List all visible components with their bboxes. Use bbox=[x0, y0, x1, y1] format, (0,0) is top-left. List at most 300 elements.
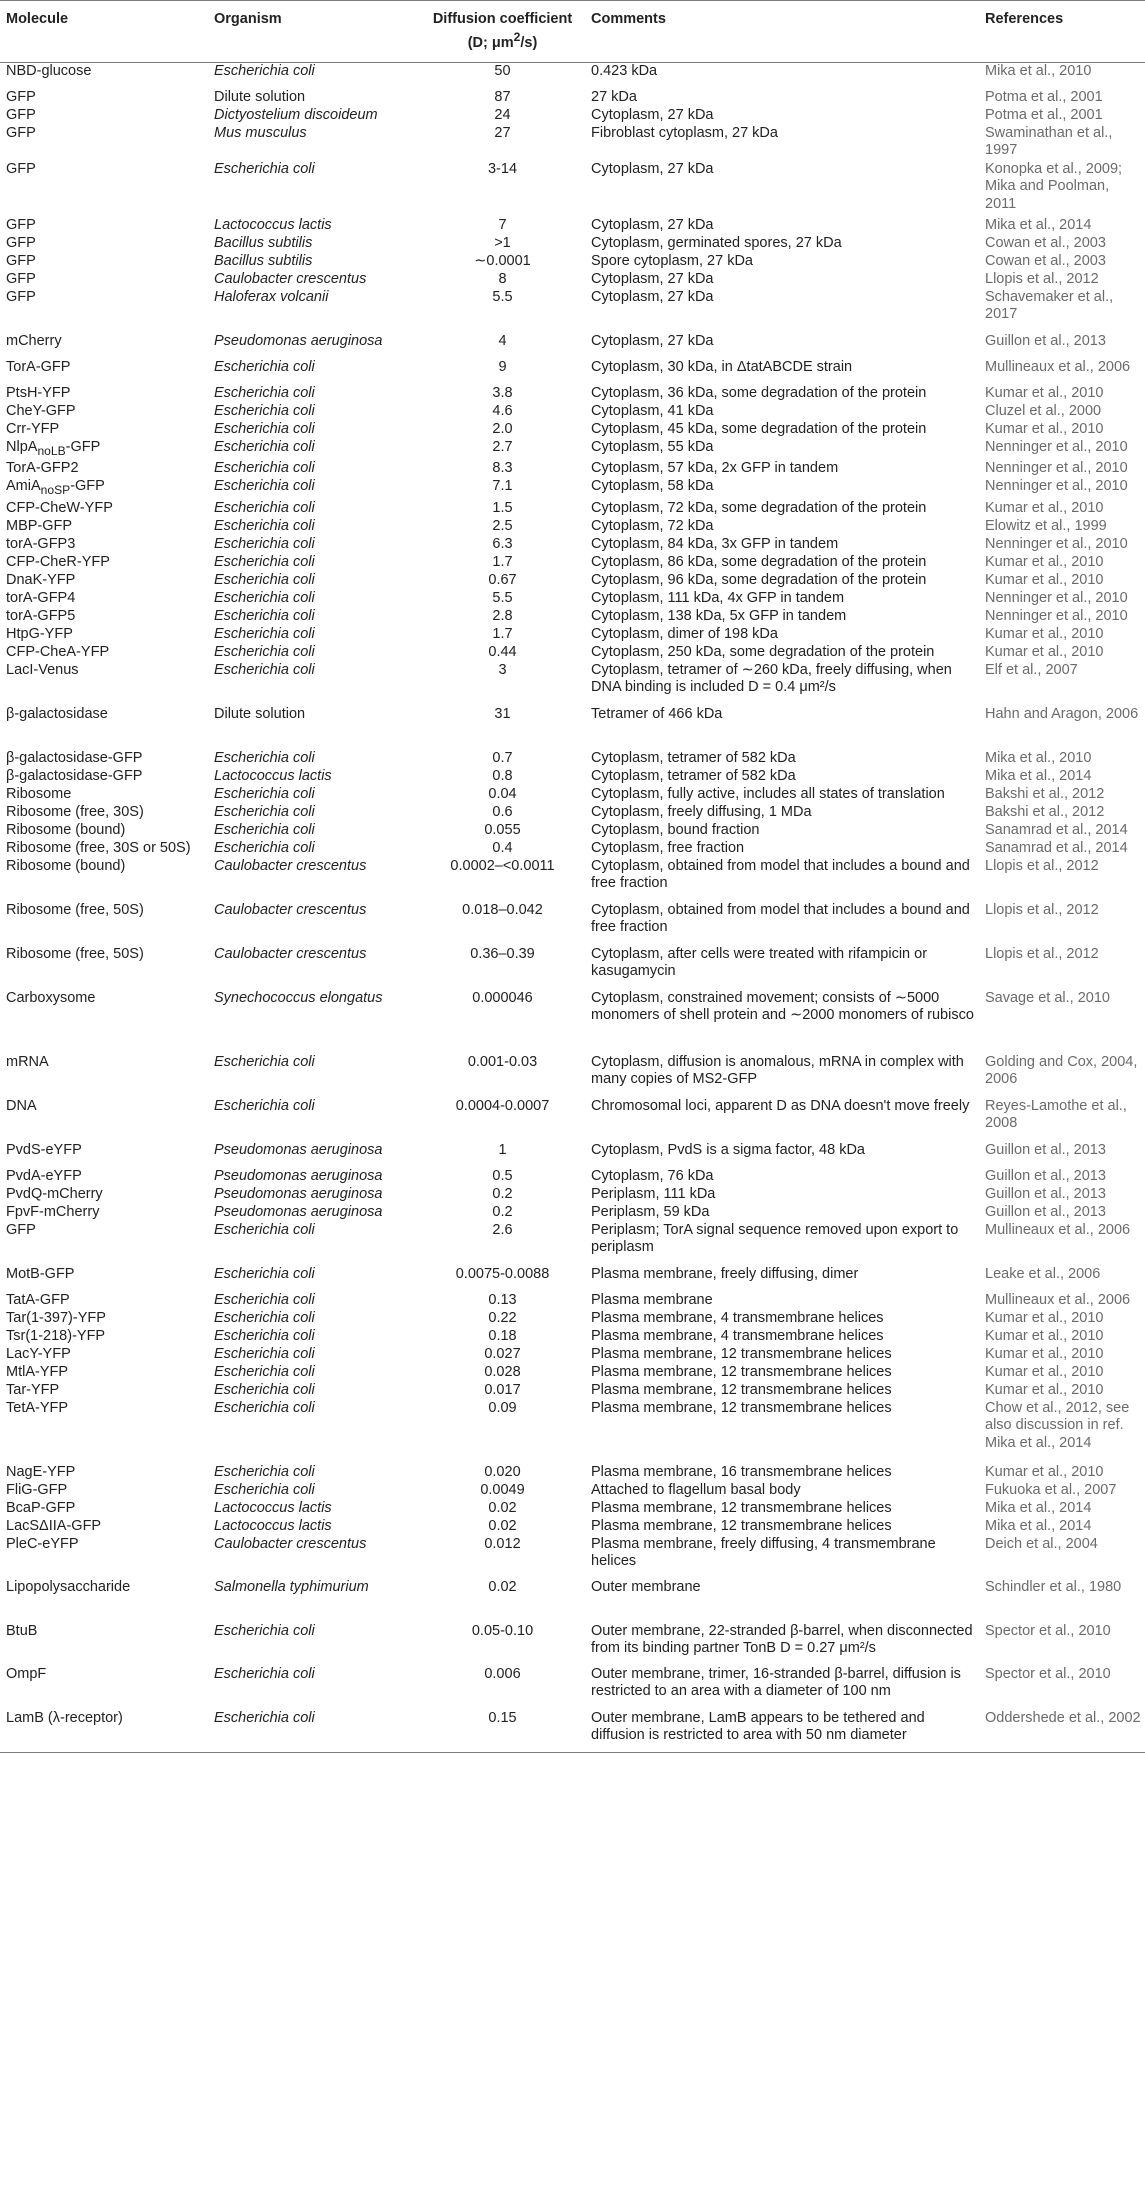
table-row bbox=[0, 518, 1145, 536]
cell-molecule bbox=[0, 938, 208, 982]
cell-molecule bbox=[0, 1328, 208, 1346]
table-row bbox=[0, 1346, 1145, 1364]
cell-reference: Hahn and Aragon, 2006 bbox=[985, 705, 1139, 722]
molecule-subscript: noSP bbox=[40, 483, 71, 498]
cell-reference: Leake et al., 2006 bbox=[985, 1265, 1101, 1282]
cell-organism: Caulobacter crescentus bbox=[214, 1535, 367, 1552]
table-row bbox=[0, 1046, 1145, 1090]
cell-reference: Fukuoka et al., 2007 bbox=[985, 1481, 1117, 1498]
header-diffusion bbox=[418, 1, 585, 63]
table-row bbox=[0, 822, 1145, 840]
cell-diffusion: 0.02 bbox=[488, 1499, 517, 1516]
cell-organism: Caulobacter crescentus bbox=[214, 901, 367, 918]
cell-organism: Escherichia coli bbox=[214, 643, 315, 660]
cell-molecule bbox=[0, 1571, 208, 1615]
cell-reference: Mika et al., 2014 bbox=[985, 216, 1092, 233]
table-row bbox=[0, 554, 1145, 572]
cell-molecule bbox=[0, 626, 208, 644]
cell-organism: Escherichia coli bbox=[214, 1665, 315, 1682]
cell-diffusion: 0.020 bbox=[484, 1463, 521, 1480]
cell-comment: Cytoplasm, obtained from model that includes a bound and free fraction bbox=[591, 901, 970, 936]
cell-reference: Spector et al., 2010 bbox=[985, 1665, 1111, 1682]
cell-molecule bbox=[0, 351, 208, 377]
molecule-text: torA-GFP3 bbox=[6, 535, 76, 552]
molecule-text: CFP-CheW-YFP bbox=[6, 499, 113, 516]
table-row bbox=[0, 500, 1145, 518]
cell-reference: Cowan et al., 2003 bbox=[985, 234, 1106, 251]
molecule-text: PvdQ-mCherry bbox=[6, 1185, 103, 1202]
cell-organism: Escherichia coli bbox=[214, 1265, 315, 1282]
molecule-text: torA-GFP4 bbox=[6, 589, 76, 606]
cell-reference: Guillon et al., 2013 bbox=[985, 1203, 1106, 1220]
cell-diffusion: 0.2 bbox=[492, 1203, 513, 1220]
cell-organism: Escherichia coli bbox=[214, 1309, 315, 1326]
cell-reference: Kumar et al., 2010 bbox=[985, 643, 1104, 660]
cell-comment: Cytoplasm, dimer of 198 kDa bbox=[591, 625, 778, 642]
cell-organism: Escherichia coli bbox=[214, 1622, 315, 1639]
molecule-text: DNA bbox=[6, 1097, 37, 1114]
table-row bbox=[0, 1400, 1145, 1456]
cell-organism: Escherichia coli bbox=[214, 785, 315, 802]
cell-comment: Cytoplasm, 58 kDa bbox=[591, 478, 714, 495]
cell-reference: Bakshi et al., 2012 bbox=[985, 785, 1105, 802]
molecule-text: PleC-eYFP bbox=[6, 1535, 79, 1552]
cell-molecule bbox=[0, 742, 208, 768]
cell-reference: Reyes-Lamothe et al., 2008 bbox=[985, 1097, 1127, 1132]
molecule-text: mRNA bbox=[6, 1053, 49, 1070]
cell-diffusion: >1 bbox=[494, 234, 511, 251]
cell-organism: Lactococcus lactis bbox=[214, 1499, 332, 1516]
cell-diffusion: 0.7 bbox=[492, 749, 513, 766]
cell-diffusion: 0.001-0.03 bbox=[467, 1053, 538, 1070]
cell-organism: Mus musculus bbox=[214, 124, 307, 141]
cell-diffusion: 0.027 bbox=[484, 1345, 521, 1362]
cell-molecule bbox=[0, 1284, 208, 1310]
cell-organism: Pseudomonas aeruginosa bbox=[214, 332, 383, 349]
cell-diffusion: 31 bbox=[494, 705, 511, 722]
cell-organism: Caulobacter crescentus bbox=[214, 945, 367, 962]
table-row bbox=[0, 1310, 1145, 1328]
cell-reference: Kumar et al., 2010 bbox=[985, 553, 1104, 570]
cell-diffusion: ∼0.0001 bbox=[474, 252, 531, 269]
molecule-text: GFP bbox=[6, 1221, 36, 1238]
cell-comment: Periplasm; TorA signal sequence removed upon export to periplasm bbox=[591, 1221, 959, 1256]
cell-reference: Nenninger et al., 2010 bbox=[985, 460, 1128, 477]
cell-reference: Llopis et al., 2012 bbox=[985, 270, 1099, 287]
header-row bbox=[0, 1, 1145, 63]
cell-diffusion: 2.0 bbox=[492, 420, 513, 437]
cell-organism: Escherichia coli bbox=[214, 661, 315, 678]
cell-reference: Llopis et al., 2012 bbox=[985, 945, 1099, 962]
cell-diffusion: 4.6 bbox=[492, 402, 513, 419]
table-row bbox=[0, 572, 1145, 590]
cell-molecule bbox=[0, 662, 208, 698]
cell-molecule bbox=[0, 554, 208, 572]
table-row bbox=[0, 626, 1145, 644]
table-row bbox=[0, 325, 1145, 351]
cell-organism: Escherichia coli bbox=[214, 420, 315, 437]
cell-comment: Cytoplasm, bound fraction bbox=[591, 821, 760, 838]
cell-comment: Cytoplasm, 27 kDa bbox=[591, 270, 714, 287]
molecule-text: FliG-GFP bbox=[6, 1481, 68, 1498]
cell-comment: Cytoplasm, diffusion is anomalous, mRNA in complex with many copies of MS2-GFP bbox=[591, 1053, 964, 1088]
cell-molecule bbox=[0, 1615, 208, 1658]
molecule-text: β-galactosidase bbox=[6, 705, 108, 722]
table-row bbox=[0, 1482, 1145, 1500]
cell-reference: Cluzel et al., 2000 bbox=[985, 402, 1102, 419]
table-row bbox=[0, 1186, 1145, 1204]
table-row bbox=[0, 982, 1145, 1046]
molecule-text: BtuB bbox=[6, 1622, 38, 1639]
cell-reference: Guillon et al., 2013 bbox=[985, 332, 1106, 349]
cell-comment: Cytoplasm, 111 kDa, 4x GFP in tandem bbox=[591, 589, 845, 606]
cell-organism: Pseudomonas aeruginosa bbox=[214, 1203, 383, 1220]
cell-comment: Outer membrane, 22-stranded β-barrel, when disconnected from its binding partner TonB D = 0.27 μm²/s bbox=[591, 1622, 973, 1657]
cell-organism: Escherichia coli bbox=[214, 62, 315, 79]
molecule-text: HtpG-YFP bbox=[6, 625, 73, 642]
cell-reference: Mika et al., 2014 bbox=[985, 767, 1092, 784]
cell-reference: Mika et al., 2010 bbox=[985, 62, 1092, 79]
molecule-text: Ribosome bbox=[6, 785, 72, 802]
cell-molecule bbox=[0, 1500, 208, 1518]
table-row bbox=[0, 1456, 1145, 1482]
cell-reference: Kumar et al., 2010 bbox=[985, 1363, 1104, 1380]
cell-comment: Cytoplasm, germinated spores, 27 kDa bbox=[591, 234, 842, 251]
cell-diffusion: 3-14 bbox=[487, 160, 518, 177]
cell-reference: Deich et al., 2004 bbox=[985, 1535, 1098, 1552]
cell-organism: Escherichia coli bbox=[214, 438, 315, 455]
cell-diffusion: 0.04 bbox=[488, 785, 517, 802]
table-row bbox=[0, 742, 1145, 768]
cell-diffusion: 0.012 bbox=[484, 1535, 521, 1552]
cell-reference: Savage et al., 2010 bbox=[985, 989, 1110, 1006]
cell-molecule bbox=[0, 235, 208, 253]
cell-organism: Escherichia coli bbox=[214, 478, 315, 495]
cell-organism: Lactococcus lactis bbox=[214, 216, 332, 233]
table-row bbox=[0, 421, 1145, 439]
cell-comment: Spore cytoplasm, 27 kDa bbox=[591, 252, 753, 269]
molecule-subscript: noLB bbox=[37, 443, 66, 458]
cell-comment: Plasma membrane, 12 transmembrane helices bbox=[591, 1345, 892, 1362]
table-row bbox=[0, 1222, 1145, 1258]
molecule-text: MtlA-YFP bbox=[6, 1363, 69, 1380]
cell-diffusion: 0.2 bbox=[492, 1185, 513, 1202]
cell-comment: Cytoplasm, 86 kDa, some degradation of the protein bbox=[591, 553, 927, 570]
cell-molecule bbox=[0, 1658, 208, 1702]
table-row bbox=[0, 804, 1145, 822]
header-references: References bbox=[979, 1, 1145, 63]
cell-diffusion: 0.6 bbox=[492, 803, 513, 820]
cell-organism: Escherichia coli bbox=[214, 1381, 315, 1398]
cell-molecule bbox=[0, 1258, 208, 1284]
molecule-text: Crr-YFP bbox=[6, 420, 60, 437]
cell-comment: Cytoplasm, PvdS is a sigma factor, 48 kDa bbox=[591, 1141, 865, 1158]
cell-organism: Escherichia coli bbox=[214, 1097, 315, 1114]
cell-comment: Plasma membrane, freely diffusing, dimer bbox=[591, 1265, 859, 1282]
cell-molecule bbox=[0, 125, 208, 161]
cell-molecule bbox=[0, 377, 208, 403]
cell-molecule bbox=[0, 1090, 208, 1134]
cell-reference: Elf et al., 2007 bbox=[985, 661, 1078, 678]
cell-reference: Nenninger et al., 2010 bbox=[985, 438, 1128, 455]
cell-reference: Mika et al., 2010 bbox=[985, 749, 1092, 766]
table-row bbox=[0, 377, 1145, 403]
cell-organism: Escherichia coli bbox=[208, 1702, 418, 1753]
molecule-text: β-galactosidase-GFP bbox=[6, 767, 143, 784]
cell-molecule bbox=[0, 786, 208, 804]
cell-organism: Escherichia coli bbox=[214, 517, 315, 534]
cell-diffusion: 2.5 bbox=[492, 517, 513, 534]
cell-comment: 0.423 kDa bbox=[591, 62, 658, 79]
molecule-text: FpvF-mCherry bbox=[6, 1203, 100, 1220]
table-row bbox=[0, 235, 1145, 253]
table-row bbox=[0, 253, 1145, 271]
cell-comment: Plasma membrane, 12 transmembrane helices bbox=[591, 1499, 892, 1516]
cell-diffusion: 7 bbox=[498, 216, 507, 233]
table-row bbox=[0, 1204, 1145, 1222]
cell-molecule bbox=[0, 1046, 208, 1090]
cell-molecule bbox=[0, 1382, 208, 1400]
cell-reference: Guillon et al., 2013 bbox=[985, 1167, 1106, 1184]
molecule-text: CheY-GFP bbox=[6, 402, 76, 419]
cell-comment: Plasma membrane, 16 transmembrane helices bbox=[591, 1463, 892, 1480]
cell-organism: Escherichia coli bbox=[214, 160, 315, 177]
table-row bbox=[0, 62, 1145, 81]
table-row bbox=[0, 125, 1145, 161]
table-row bbox=[0, 217, 1145, 235]
cell-comment: Plasma membrane, 4 transmembrane helices bbox=[591, 1309, 884, 1326]
table-row bbox=[0, 1284, 1145, 1310]
cell-organism: Escherichia coli bbox=[214, 1481, 315, 1498]
header-diffusion-line2: (D; μm bbox=[467, 34, 514, 51]
cell-comment: Cytoplasm, 41 kDa bbox=[591, 402, 714, 419]
molecule-text: Lipopolysaccharide bbox=[6, 1578, 131, 1595]
cell-diffusion: 87 bbox=[494, 88, 511, 105]
molecule-text: Ribosome (free, 50S) bbox=[6, 945, 144, 962]
cell-organism: Escherichia coli bbox=[214, 1399, 315, 1416]
cell-molecule bbox=[0, 894, 208, 938]
cell-comment: Outer membrane, LamB appears to be tethered and diffusion is restricted to area with 50 nm diameter bbox=[585, 1702, 979, 1753]
cell-molecule bbox=[0, 1482, 208, 1500]
table-row bbox=[0, 1090, 1145, 1134]
molecule-text: LacI-Venus bbox=[6, 661, 79, 678]
cell-molecule bbox=[0, 1222, 208, 1258]
molecule-text: NagE-YFP bbox=[6, 1463, 76, 1480]
cell-diffusion: 0.0004-0.0007 bbox=[455, 1097, 550, 1114]
cell-comment: Fibroblast cytoplasm, 27 kDa bbox=[591, 124, 778, 141]
molecule-text: PtsH-YFP bbox=[6, 384, 71, 401]
cell-comment: Cytoplasm, tetramer of 582 kDa bbox=[591, 749, 796, 766]
cell-organism: Escherichia coli bbox=[214, 499, 315, 516]
cell-comment: Cytoplasm, 27 kDa bbox=[591, 332, 714, 349]
molecule-text: PvdS-eYFP bbox=[6, 1141, 82, 1158]
cell-organism: Escherichia coli bbox=[214, 535, 315, 552]
cell-molecule bbox=[0, 590, 208, 608]
cell-reference: Nenninger et al., 2010 bbox=[985, 535, 1128, 552]
molecule-text: TetA-YFP bbox=[6, 1399, 69, 1416]
table-row bbox=[0, 590, 1145, 608]
cell-reference: Cowan et al., 2003 bbox=[985, 252, 1106, 269]
cell-molecule bbox=[0, 1134, 208, 1160]
cell-reference: Konopka et al., 2009; Mika and Poolman, 2011 bbox=[985, 160, 1123, 212]
cell-reference: Elowitz et al., 1999 bbox=[985, 517, 1107, 534]
table-row bbox=[0, 858, 1145, 894]
cell-reference: Schavemaker et al., 2017 bbox=[985, 288, 1114, 323]
cell-comment: Cytoplasm, 27 kDa bbox=[591, 160, 714, 177]
cell-diffusion: 3 bbox=[498, 661, 507, 678]
cell-diffusion: 5.5 bbox=[492, 589, 513, 606]
cell-comment: Cytoplasm, 72 kDa bbox=[591, 517, 714, 534]
molecule-text: torA-GFP5 bbox=[6, 607, 76, 624]
cell-molecule bbox=[0, 325, 208, 351]
cell-diffusion: 8.3 bbox=[492, 460, 513, 477]
cell-organism: Escherichia coli bbox=[214, 1053, 315, 1070]
cell-reference: Spector et al., 2010 bbox=[985, 1622, 1111, 1639]
molecule-text: DnaK-YFP bbox=[6, 571, 76, 588]
molecule-text: GFP bbox=[6, 216, 36, 233]
cell-molecule bbox=[0, 478, 208, 499]
cell-organism: Bacillus subtilis bbox=[214, 252, 313, 269]
cell-molecule bbox=[0, 1364, 208, 1382]
header-organism: Organism bbox=[208, 1, 418, 63]
cell-diffusion: 0.0002–<0.0011 bbox=[450, 857, 555, 874]
cell-organism: Escherichia coli bbox=[214, 749, 315, 766]
cell-comment: Outer membrane bbox=[591, 1578, 701, 1595]
cell-comment: Cytoplasm, constrained movement; consists of ∼5000 monomers of shell protein and ∼2000 monomers of rubisco bbox=[591, 989, 974, 1024]
molecule-text: GFP bbox=[6, 106, 36, 123]
cell-organism: Escherichia coli bbox=[214, 1463, 315, 1480]
cell-molecule bbox=[0, 500, 208, 518]
cell-reference: Golding and Cox, 2004, 2006 bbox=[985, 1053, 1138, 1088]
cell-organism: Haloferax volcanii bbox=[214, 288, 329, 305]
molecule-text: mCherry bbox=[6, 332, 62, 349]
table-row bbox=[0, 1658, 1145, 1702]
table-row bbox=[0, 439, 1145, 460]
table-row bbox=[0, 1382, 1145, 1400]
cell-reference: Kumar et al., 2010 bbox=[985, 1345, 1104, 1362]
cell-molecule bbox=[0, 698, 208, 742]
cell-diffusion: 0.055 bbox=[484, 821, 521, 838]
cell-comment: Plasma membrane bbox=[591, 1291, 713, 1308]
table-row bbox=[0, 1500, 1145, 1518]
cell-diffusion: 6.3 bbox=[492, 535, 513, 552]
cell-diffusion: 1 bbox=[498, 1141, 507, 1158]
molecule-text: Ribosome (free, 30S or 50S) bbox=[6, 839, 191, 856]
molecule-text: TatA-GFP bbox=[6, 1291, 70, 1308]
cell-molecule bbox=[0, 608, 208, 626]
cell-reference: Kumar et al., 2010 bbox=[985, 1463, 1104, 1480]
cell-comment: Cytoplasm, 36 kDa, some degradation of the protein bbox=[591, 384, 927, 401]
cell-organism: Escherichia coli bbox=[214, 384, 315, 401]
molecule-text: GFP bbox=[6, 160, 36, 177]
molecule-text: BcaP-GFP bbox=[6, 1499, 76, 1516]
molecule-text: Ribosome (free, 30S) bbox=[6, 803, 144, 820]
cell-diffusion: 0.22 bbox=[488, 1309, 517, 1326]
cell-reference: Kumar et al., 2010 bbox=[985, 420, 1104, 437]
cell-molecule bbox=[0, 1536, 208, 1571]
cell-diffusion: 2.7 bbox=[492, 438, 513, 455]
molecule-text: Carboxysome bbox=[6, 989, 96, 1006]
cell-diffusion: 0.028 bbox=[484, 1363, 521, 1380]
cell-comment: Cytoplasm, 30 kDa, in ΔtatABCDE strain bbox=[591, 358, 853, 375]
cell-comment: Cytoplasm, 72 kDa, some degradation of the protein bbox=[591, 499, 927, 516]
cell-diffusion: 0.36–0.39 bbox=[470, 945, 535, 962]
cell-reference: Potma et al., 2001 bbox=[985, 88, 1103, 105]
cell-reference: Llopis et al., 2012 bbox=[985, 857, 1099, 874]
molecule-text: LamB (λ-receptor) bbox=[6, 1709, 123, 1726]
molecule-text: CFP-CheR-YFP bbox=[6, 553, 110, 570]
cell-organism: Lactococcus lactis bbox=[214, 767, 332, 784]
cell-organism: Escherichia coli bbox=[214, 1221, 315, 1238]
table-row bbox=[0, 698, 1145, 742]
cell-molecule bbox=[0, 840, 208, 858]
cell-diffusion: 3.8 bbox=[492, 384, 513, 401]
table-row bbox=[0, 894, 1145, 938]
cell-molecule bbox=[0, 1456, 208, 1482]
cell-reference: Kumar et al., 2010 bbox=[985, 1327, 1104, 1344]
molecule-text: GFP bbox=[6, 124, 36, 141]
molecule-text: Ribosome (bound) bbox=[6, 821, 126, 838]
cell-reference: Nenninger et al., 2010 bbox=[985, 607, 1128, 624]
cell-molecule bbox=[0, 460, 208, 478]
cell-diffusion: 0.44 bbox=[488, 643, 517, 660]
cell-organism: Escherichia coli bbox=[214, 1291, 315, 1308]
cell-reference: Mullineaux et al., 2006 bbox=[985, 1291, 1131, 1308]
table-row bbox=[0, 1258, 1145, 1284]
cell-molecule bbox=[0, 62, 208, 81]
cell-molecule bbox=[0, 253, 208, 271]
cell-comment: Plasma membrane, freely diffusing, 4 transmembrane helices bbox=[591, 1535, 936, 1570]
cell-diffusion: 1.7 bbox=[492, 625, 513, 642]
table-header bbox=[0, 1, 1145, 63]
cell-reference: Nenninger et al., 2010 bbox=[985, 589, 1128, 606]
cell-reference: Oddershede et al., 2002 bbox=[979, 1702, 1145, 1753]
cell-comment: Attached to flagellum basal body bbox=[591, 1481, 801, 1498]
table-row bbox=[0, 351, 1145, 377]
table-row bbox=[0, 107, 1145, 125]
cell-comment: Cytoplasm, fully active, includes all states of translation bbox=[591, 785, 945, 802]
cell-reference: Kumar et al., 2010 bbox=[985, 384, 1104, 401]
cell-molecule bbox=[0, 644, 208, 662]
cell-comment: Cytoplasm, 84 kDa, 3x GFP in tandem bbox=[591, 535, 839, 552]
cell-organism: Pseudomonas aeruginosa bbox=[214, 1141, 383, 1158]
cell-diffusion: 2.6 bbox=[492, 1221, 513, 1238]
cell-diffusion: 0.4 bbox=[492, 839, 513, 856]
cell-diffusion: 1.5 bbox=[492, 499, 513, 516]
molecule-text: CFP-CheA-YFP bbox=[6, 643, 110, 660]
cell-organism: Escherichia coli bbox=[214, 821, 315, 838]
cell-organism: Dictyostelium discoideum bbox=[214, 106, 378, 123]
molecule-text: Tar-YFP bbox=[6, 1381, 60, 1398]
cell-molecule bbox=[0, 1204, 208, 1222]
cell-organism: Bacillus subtilis bbox=[214, 234, 313, 251]
cell-diffusion: 0.18 bbox=[488, 1327, 517, 1344]
molecule-text: GFP bbox=[6, 270, 36, 287]
cell-organism: Pseudomonas aeruginosa bbox=[214, 1167, 383, 1184]
cell-diffusion: 50 bbox=[494, 62, 511, 79]
table-row bbox=[0, 662, 1145, 698]
cell-diffusion: 5.5 bbox=[492, 288, 513, 305]
cell-molecule bbox=[0, 536, 208, 554]
cell-organism: Dilute solution bbox=[214, 88, 306, 105]
cell-organism: Escherichia coli bbox=[214, 402, 315, 419]
cell-molecule bbox=[0, 1160, 208, 1186]
header-comments: Comments bbox=[585, 1, 979, 63]
table-row bbox=[0, 1364, 1145, 1382]
cell-reference: Nenninger et al., 2010 bbox=[985, 478, 1128, 495]
molecule-text: OmpF bbox=[6, 1665, 47, 1682]
molecule-text: Tsr(1-218)-YFP bbox=[6, 1327, 106, 1344]
